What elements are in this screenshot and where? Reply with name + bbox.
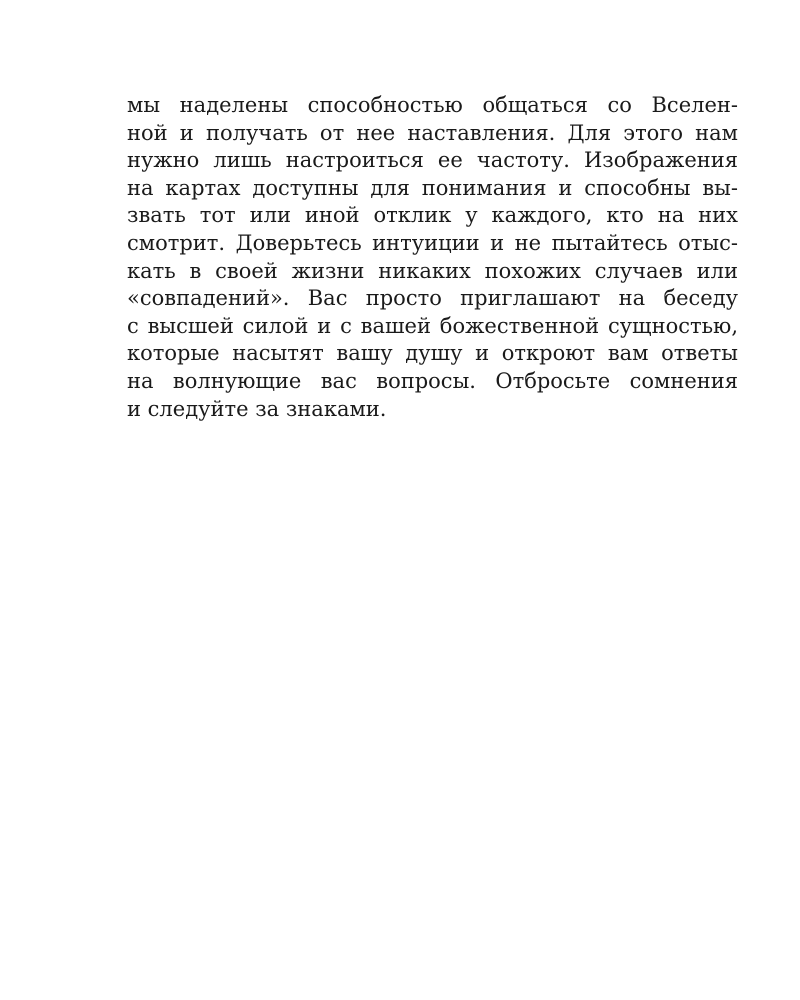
text-line: кать в своей жизни никаких похожих случаев или	[127, 258, 738, 283]
text-line: «совпадений». Вас просто приглашают на беседу	[127, 286, 738, 311]
text-line: которые насытят вашу душу и откроют вам ответы	[127, 341, 738, 366]
text-line: ной и получать от нее наставления. Для этого нам	[127, 120, 738, 145]
text-line: с высшей силой и с вашей божественной сущностью,	[127, 313, 738, 338]
text-line: на волнующие вас вопросы. Отбросьте сомнения	[127, 368, 738, 393]
text-line-last: и следуйте за знаками.	[127, 396, 387, 421]
text-line: звать тот или иной отклик у каждого, кто на них	[127, 203, 738, 228]
text-line: смотрит. Доверьтесь интуиции и не пытайтесь отыс-	[127, 230, 738, 255]
body-paragraph	[127, 92, 738, 423]
text-line: нужно лишь настроиться ее частоту. Изображения	[127, 148, 738, 173]
text-line: мы наделены способностью общаться со Вселен-	[127, 93, 738, 117]
text-line: на картах доступны для понимания и способны вы-	[127, 175, 738, 200]
